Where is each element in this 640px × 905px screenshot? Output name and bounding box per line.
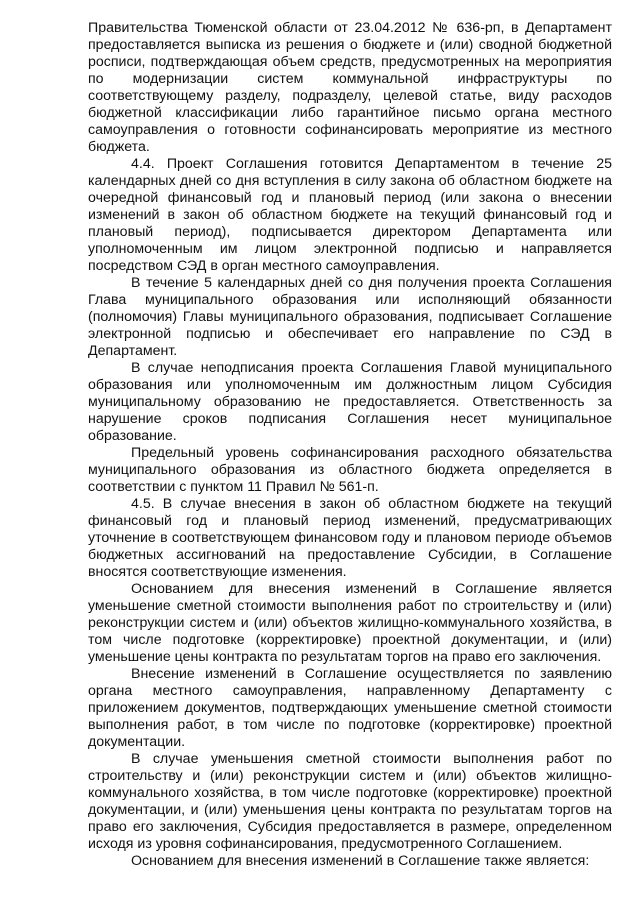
- paragraph-4-5: 4.5. В случае внесения в закон об областном бюджете на текущий финансовый год и плановый период изменений, предусматривающих уточнение в соответствующем финансовом году и плановом периоде объемов бюджетных ассигнований на предоставление Субсидии, в Соглашение вносятся соответствующие изменения.: [88, 496, 612, 580]
- paragraph-cofinancing-limit: Предельный уровень софинансирования расходного обязательства муниципального образования из областного бюджета определяется в соответствии с пунктом 11 Правил № 561-п.: [88, 445, 612, 495]
- paragraph-change-procedure: Внесение изменений в Соглашение осуществляется по заявлению органа местного самоуправления, направленному Департаменту с приложением документов, подтверждающих уменьшение сметной стоимости выполнения работ, в том числе по подготовке (корректировке) проектной документации.: [88, 666, 612, 750]
- paragraph-cost-reduction: В случае уменьшения сметной стоимости выполнения работ по строительству и (или) реконструкции систем и (или) объектов жилищно-коммунального хозяйства, в том числе подготовке (корректировке) проектной документации, и (или) уменьшения цены контракта по результатам торгов на право его заключения, Субсидия предоставляется в размере, определенном исходя из уровня софинансирования, предусмотренного Соглашением.: [88, 751, 612, 852]
- paragraph-signing-deadline: В течение 5 календарных дней со дня получения проекта Соглашения Глава муниципального образования или исполняющий обязанности (полномочия) Главы муниципального образования, подписывает Соглашение электронной подписью и обеспечивает его направление по СЭД в Департамент.: [88, 275, 612, 359]
- paragraph-grounds-for-changes: Основанием для внесения изменений в Соглашение является уменьшение сметной стоимости выполнения работ по строительству и (или) реконструкции систем и (или) объектов жилищно-коммунального хозяйства, в том числе подготовке (корректировке) проектной документации, и (или) уменьшение цены контракта по результатам торгов на право его заключения.: [88, 581, 612, 665]
- paragraph-continuation: Правительства Тюменской области от 23.04.2012 № 636-рп, в Департамент предоставляется выписка из решения о бюджете и (или) сводной бюджетной росписи, подтверждающая объем средств, предусмотренных на мероприятия по модернизации систем коммунальной инфраструктуры по соответствующему разделу, подразделу, целевой статье, виду расходов бюджетной классификации либо гарантийное письмо органа местного самоуправления о готовности софинансировать мероприятие из местного бюджета.: [88, 20, 612, 155]
- document-page: [88, 20, 612, 870]
- paragraph-additional-grounds: Основанием для внесения изменений в Соглашение также является:: [131, 853, 590, 869]
- paragraph-4-4: 4.4. Проект Соглашения готовится Департаментом в течение 25 календарных дней со дня вступления в силу закона об областном бюджете на очередной финансовый год и плановый период (или закона о внесении изменений в закон об областном бюджете на текущий финансовый год и плановый период), подписывается директором Департамента или уполномоченным им лицом электронной подписью и направляется посредством СЭД в орган местного самоуправления.: [88, 156, 612, 274]
- paragraph-non-signing: В случае неподписания проекта Соглашения Главой муниципального образования или уполномоченным им должностным лицом Субсидия муниципальному образованию не предоставляется. Ответственность за нарушение сроков подписания Соглашения несет муниципальное образование.: [88, 360, 612, 444]
